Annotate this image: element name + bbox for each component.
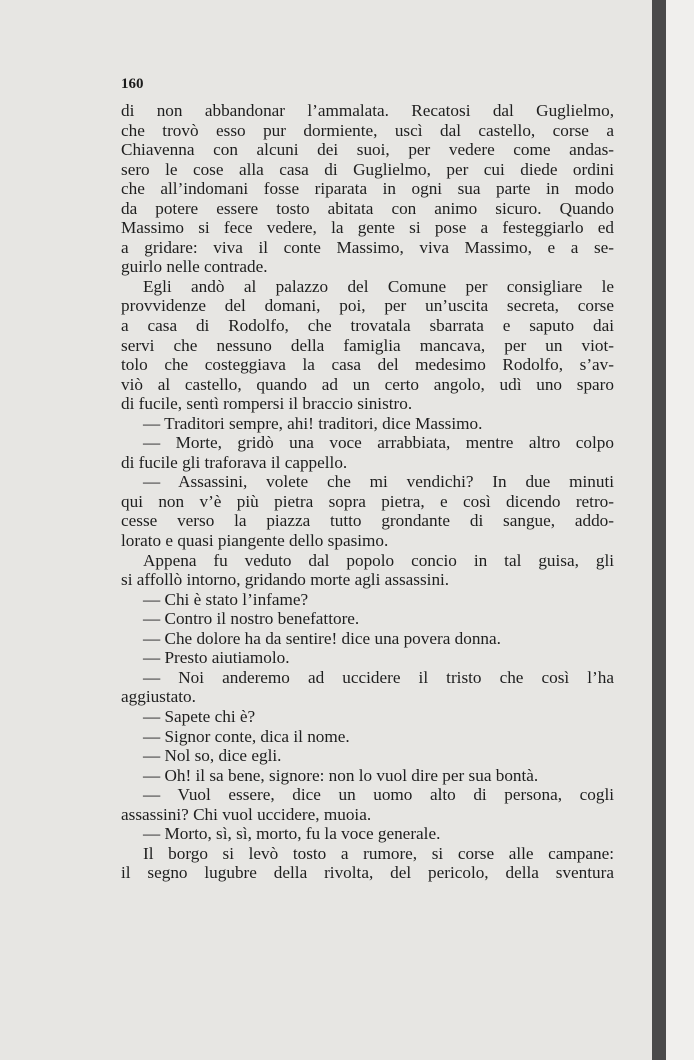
text-line: di non abbandonar l’ammalata. Recatosi dal Guglielmo, bbox=[121, 101, 614, 120]
text-line: cesse verso la piazza tutto grondante di sangue, addo- bbox=[121, 511, 614, 531]
text-line: a gridare: viva il conte Massimo, viva Massimo, e a se- bbox=[121, 237, 614, 257]
text-line: — Morte, gridò una voce arrabbiata, mentre altro colpo bbox=[143, 433, 614, 453]
text-line: viò al castello, quando ad un certo angolo, udì uno sparo bbox=[121, 374, 614, 394]
text-line: — Vuol essere, dice un uomo alto di persona, cogli bbox=[143, 785, 614, 805]
text-line: — Noi anderemo ad uccidere il tristo che così l’ha bbox=[143, 667, 614, 687]
text-line: di fucile, sentì rompersi il braccio sinistro. bbox=[121, 394, 413, 414]
text-line: servi che nessuno della famiglia mancava, per un viot- bbox=[121, 335, 614, 355]
page-number: 160 bbox=[121, 76, 144, 92]
page-text bbox=[121, 101, 614, 883]
text-line: lorato e quasi piangente dello spasimo. bbox=[121, 531, 389, 551]
text-line: — Sapete chi è? bbox=[143, 706, 256, 726]
text-line: provvidenze del domani, poi, per un’uscita secreta, corse bbox=[121, 296, 614, 316]
book-gutter bbox=[652, 0, 666, 1060]
text-line: si affollò intorno, gridando morte agli assassini. bbox=[121, 570, 450, 590]
text-line: — Morto, sì, sì, morto, fu la voce generale. bbox=[143, 824, 441, 844]
text-line: che trovò esso pur dormiente, uscì dal castello, corse a bbox=[121, 120, 614, 140]
text-line: — Presto aiutiamolo. bbox=[143, 648, 290, 668]
text-line: — Nol so, dice egli. bbox=[143, 746, 282, 766]
text-line: di fucile gli traforava il cappello. bbox=[121, 452, 348, 472]
text-line: Egli andò al palazzo del Comune per consigliare le bbox=[143, 276, 614, 296]
text-line: — Assassini, volete che mi vendichi? In due minuti bbox=[143, 472, 614, 492]
text-line: a casa di Rodolfo, che trovatala sbarrata e saputo dai bbox=[121, 316, 614, 336]
text-line: Il borgo si levò tosto a rumore, si corse alle campane: bbox=[143, 843, 614, 863]
text-line: da potere essere tosto abitata con animo sicuro. Quando bbox=[121, 198, 614, 218]
facing-page-edge bbox=[666, 0, 694, 1060]
text-line: Massimo si fece vedere, la gente si pose a festeggiarlo ed bbox=[121, 218, 614, 238]
text-line: — Traditori sempre, ahi! traditori, dice Massimo. bbox=[143, 413, 483, 433]
text-line: sero le cose alla casa di Guglielmo, per cui diede ordini bbox=[121, 159, 614, 179]
text-line: — Contro il nostro benefattore. bbox=[143, 609, 360, 629]
text-line: che all’indomani fosse riparata in ogni sua parte in modo bbox=[121, 179, 614, 199]
text-line: — Oh! il sa bene, signore: non lo vuol dire per sua bontà. bbox=[143, 765, 539, 785]
text-line: — Che dolore ha da sentire! dice una povera donna. bbox=[143, 628, 501, 648]
text-line: — Signor conte, dica il nome. bbox=[143, 726, 350, 746]
text-line: aggiustato. bbox=[121, 687, 196, 707]
text-line: Chiavenna con alcuni dei suoi, per vedere come andas- bbox=[121, 140, 614, 160]
text-line: il segno lugubre della rivolta, del pericolo, della sventura bbox=[121, 863, 614, 883]
text-line: tolo che costeggiava la casa del medesimo Rodolfo, s’av- bbox=[121, 355, 614, 375]
text-line: — Chi è stato l’infame? bbox=[143, 589, 309, 609]
text-line: Appena fu veduto dal popolo concio in tal guisa, gli bbox=[143, 550, 614, 570]
text-line: guirlo nelle contrade. bbox=[121, 257, 268, 277]
text-line: qui non v’è più pietra sopra pietra, e così dicendo retro- bbox=[121, 491, 614, 511]
text-line: assassini? Chi vuol uccidere, muoia. bbox=[121, 804, 372, 824]
